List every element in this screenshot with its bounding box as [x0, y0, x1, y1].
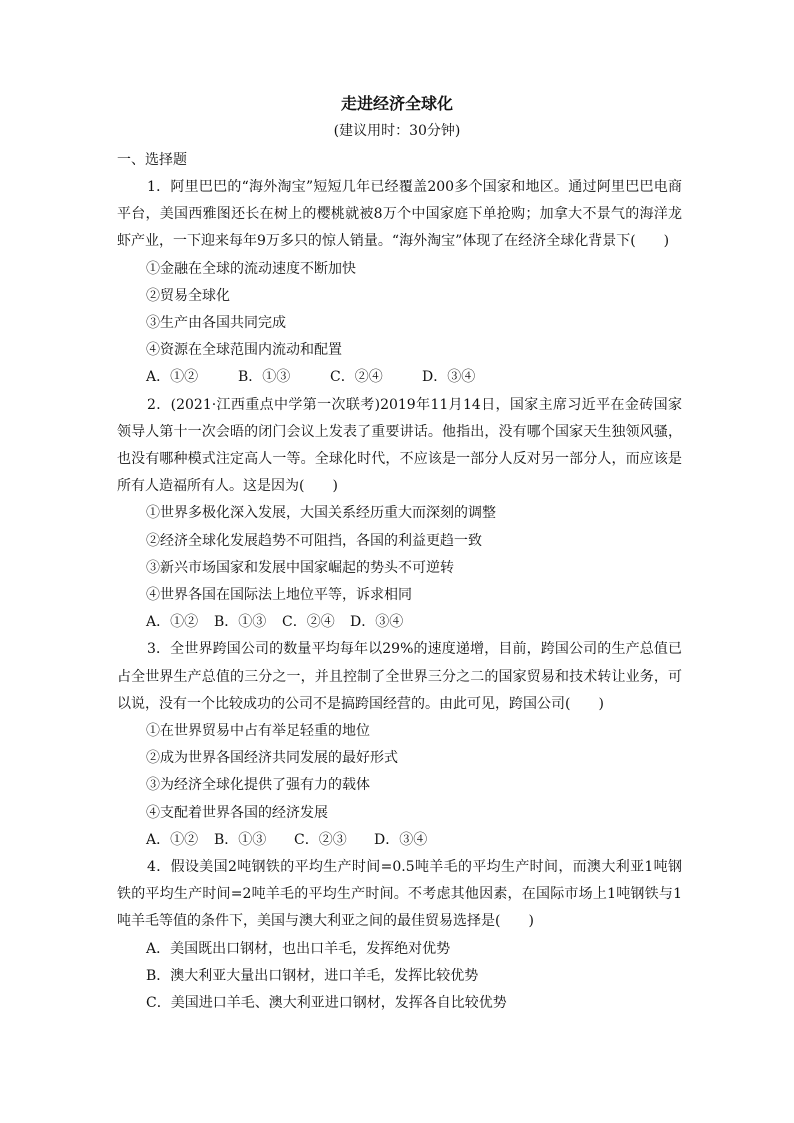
- choice-d: D．③④: [374, 831, 428, 848]
- statement-option: ④世界各国在国际法上地位平等，诉求相同: [146, 587, 412, 604]
- question-4: [117, 854, 682, 1017]
- question-list: [117, 174, 682, 1017]
- choice-c: C．②④: [330, 369, 383, 386]
- answer-choices: [146, 609, 682, 636]
- answer-option: C．美国进口羊毛、澳大利亚进口钢材，发挥各自比较优势: [146, 995, 507, 1012]
- question-stem: 1．阿里巴巴的“海外淘宝”短短几年已经覆盖200多个国家和地区。通过阿里巴巴电商平台，美国西雅图还长在树上的樱桃就被8万个中国家庭下单抢购；加拿大不景气的海洋龙虾产业，一下迎来每年9万多只的惊人销量。“海外淘宝”体现了在经济全球化背景下( ): [117, 179, 682, 250]
- statement-option: ①金融在全球的流动速度不断加快: [146, 260, 356, 277]
- statement-option: ④支配着世界各国的经济发展: [146, 804, 328, 821]
- statement-option: ④资源在全球范围内流动和配置: [146, 342, 342, 359]
- choice-d: D．③④: [422, 369, 476, 386]
- section-heading: 一、选择题: [117, 152, 187, 168]
- statement-option: ②贸易全球化: [146, 287, 230, 304]
- statement-option: ①在世界贸易中占有举足轻重的地位: [146, 723, 370, 740]
- statement-option: ③为经济全球化提供了强有力的载体: [146, 777, 370, 794]
- choice-a: A．①②: [146, 614, 199, 631]
- question-stem: 3．全世界跨国公司的数量平均每年以29%的速度递增，目前，跨国公司的生产总值已占全世界生产总值的三分之一，并且控制了全世界三分之二的国家贸易和技术转让业务，可以说，没有一个比较成功的公司不是搞跨国经营的。由此可见，跨国公司( ): [117, 641, 682, 712]
- question-2: [117, 392, 682, 637]
- question-stem: 4．假设美国2吨钢铁的平均生产时间=0.5吨羊毛的平均生产时间，而澳大利亚1吨钢铁的平均生产时间=2吨羊毛的平均生产时间。不考虑其他因素，在国际市场上1吨钢铁与1吨羊毛等值的条件下，美国与澳大利亚之间的最佳贸易选择是( ): [117, 859, 682, 930]
- suggested-time: (建议用时：30分钟): [333, 123, 461, 139]
- choice-a: A．①②: [146, 831, 199, 848]
- choice-c: C．②④: [282, 614, 335, 631]
- question-3: [117, 636, 682, 854]
- page-title: 走进经济全球化: [340, 94, 453, 113]
- answer-choices: [146, 827, 682, 854]
- choice-b: B．①③: [238, 369, 291, 386]
- answer-option: B．澳大利亚大量出口钢材，进口羊毛，发挥比较优势: [146, 967, 479, 984]
- statement-option: ①世界多极化深入发展，大国关系经历重大而深刻的调整: [146, 505, 496, 522]
- statement-option: ②经济全球化发展趋势不可阻挡，各国的利益更趋一致: [146, 532, 482, 549]
- question-stem: 2．(2021·江西重点中学第一次联考)2019年11月14日，国家主席习近平在金砖国家领导人第十一次会晤的闭门会议上发表了重要讲话。他指出，没有哪个国家天生独领风骚，也没有哪种模式注定高人一等。全球化时代，不应该是一部分人反对另一部分人，而应该是所有人造福所有人。这是因为( ): [117, 396, 682, 495]
- choice-b: B．①③: [214, 614, 267, 631]
- answer-choices: [146, 364, 682, 391]
- statement-option: ②成为世界各国经济共同发展的最好形式: [146, 750, 398, 767]
- answer-option: A．美国既出口钢材，也出口羊毛，发挥绝对优势: [146, 940, 451, 957]
- choice-d: D．③④: [350, 614, 404, 631]
- choice-c: C．②③: [294, 831, 347, 848]
- choice-b: B．①③: [214, 831, 267, 848]
- statement-option: ③新兴市场国家和发展中国家崛起的势头不可逆转: [146, 559, 454, 576]
- choice-a: A．①②: [146, 369, 199, 386]
- statement-option: ③生产由各国共同完成: [146, 315, 286, 332]
- question-1: [117, 174, 682, 392]
